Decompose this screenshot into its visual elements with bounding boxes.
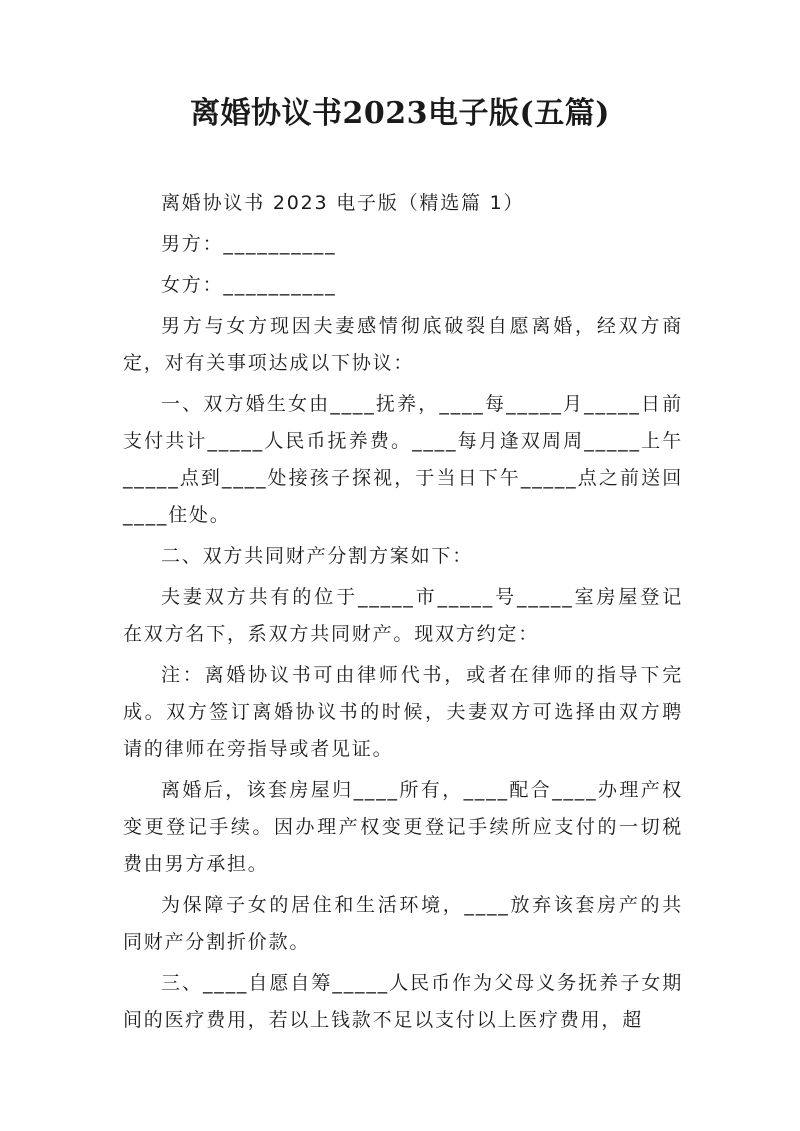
lawyer-note-paragraph: 注：离婚协议书可由律师代书，或者在律师的指导下完成。双方签订离婚协议书的时候，夫妻双方可选择由双方聘请的律师在旁指导或者见证。 bbox=[123, 664, 683, 760]
property-ownership-paragraph: 离婚后，该套房屋归____所有，____配合____办理产权变更登记手续。因办理产权变更登记手续所应支付的一切税费由男方承担。 bbox=[123, 779, 683, 875]
property-location-paragraph: 夫妻双方共有的位于_____市_____号_____室房屋登记在双方名下，系双方共同财产。现双方约定： bbox=[123, 586, 683, 645]
clause-property-heading: 二、双方共同财产分割方案如下： bbox=[161, 545, 474, 567]
children-housing-paragraph: 为保障子女的居住和生活环境，____放弃该套房产的共同财产分割折价款。 bbox=[123, 894, 683, 953]
document-body bbox=[123, 185, 683, 1043]
clause-medical-paragraph: 三、____自愿自筹_____人民币作为父母义务抚养子女期间的医疗费用，若以上钱款不足以支付以上医疗费用，超 bbox=[123, 972, 683, 1031]
party-female-line: 女方：__________ bbox=[161, 274, 337, 296]
agreement-intro-paragraph: 男方与女方现因夫妻感情彻底破裂自愿离婚，经双方商定，对有关事项达成以下协议： bbox=[123, 315, 683, 374]
clause-custody-paragraph: 一、双方婚生女由____抚养，____每_____月_____日前支付共计_____人民币抚养费。____每月逢双周周_____上午_____点到____处接孩子探视，于当日下午_____点之前送回____住处。 bbox=[123, 393, 683, 526]
party-male-line: 男方：__________ bbox=[161, 233, 337, 255]
section-heading: 离婚协议书 2023 电子版（精选篇 1） bbox=[161, 192, 525, 214]
document-title: 离婚协议书2023电子版(五篇) bbox=[190, 96, 610, 131]
